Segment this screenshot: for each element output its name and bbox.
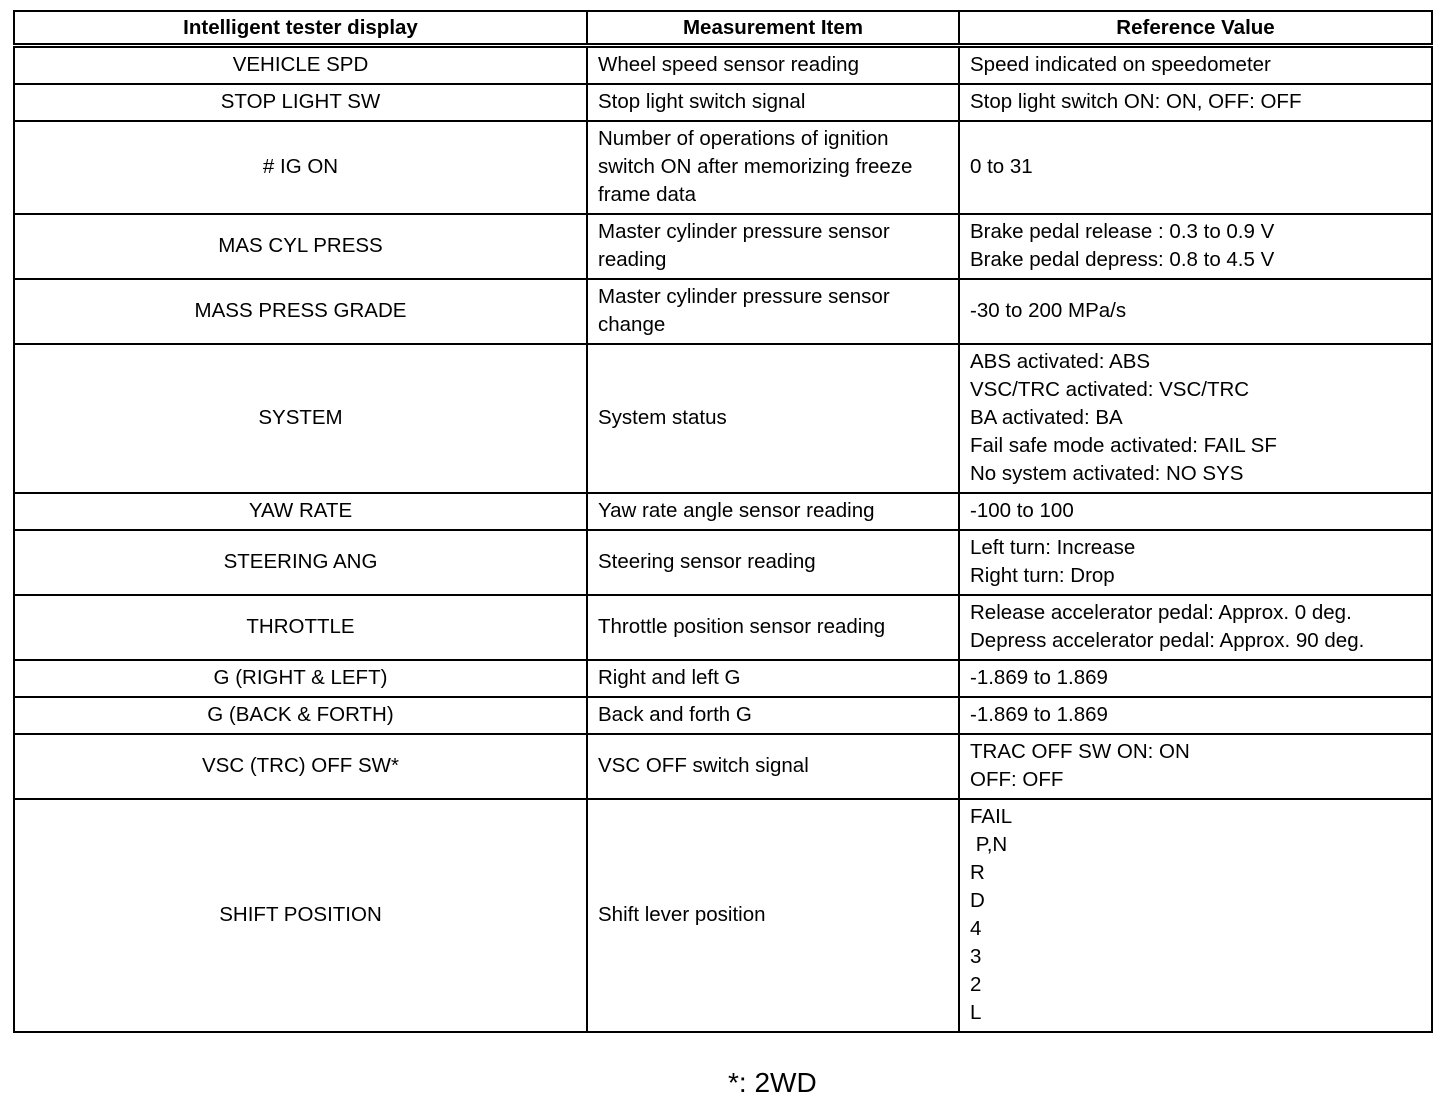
- data-list-table-container: [13, 10, 1431, 1033]
- reference-value-line: Stop light switch ON: ON, OFF: OFF: [970, 90, 1302, 113]
- measurement-item-line: Master cylinder pressure sensor: [598, 285, 890, 308]
- table-row: [14, 214, 1432, 279]
- cell-reference-value: [959, 214, 1432, 279]
- measurement-item-line: frame data: [598, 183, 696, 206]
- table-row: [14, 279, 1432, 344]
- cell-tester-display: SHIFT POSITION: [14, 799, 587, 1032]
- cell-measurement-item: [587, 84, 959, 121]
- reference-value-line: 0 to 31: [970, 155, 1033, 178]
- cell-tester-display: MASS PRESS GRADE: [14, 279, 587, 344]
- header-measurement-item: Measurement Item: [587, 11, 959, 46]
- table-row: [14, 493, 1432, 530]
- measurement-item-line: Shift lever position: [598, 903, 766, 926]
- cell-reference-value: [959, 84, 1432, 121]
- cell-tester-display: YAW RATE: [14, 493, 587, 530]
- measurement-item-line: switch ON after memorizing freeze: [598, 155, 913, 178]
- cell-tester-display: MAS CYL PRESS: [14, 214, 587, 279]
- cell-measurement-item: [587, 799, 959, 1032]
- cell-measurement-item: [587, 46, 959, 85]
- table-row: [14, 84, 1432, 121]
- cell-reference-value: [959, 799, 1432, 1032]
- reference-value-line: Release accelerator pedal: Approx. 0 deg.: [970, 601, 1352, 624]
- cell-measurement-item: [587, 121, 959, 214]
- cell-measurement-item: [587, 595, 959, 660]
- cell-reference-value: [959, 697, 1432, 734]
- reference-value-line: P,N: [970, 833, 1008, 856]
- cell-tester-display: VEHICLE SPD: [14, 46, 587, 85]
- reference-value-line: VSC/TRC activated: VSC/TRC: [970, 378, 1250, 401]
- reference-value-line: 2: [970, 973, 982, 996]
- table-row: [14, 697, 1432, 734]
- table-header: [14, 11, 1432, 46]
- cell-reference-value: [959, 121, 1432, 214]
- table-row: [14, 595, 1432, 660]
- reference-value-line: -1.869 to 1.869: [970, 666, 1108, 689]
- table-row: [14, 660, 1432, 697]
- measurement-item-line: Right and left G: [598, 666, 741, 689]
- cell-tester-display: G (RIGHT & LEFT): [14, 660, 587, 697]
- table-row: [14, 344, 1432, 493]
- cell-tester-display: STOP LIGHT SW: [14, 84, 587, 121]
- table-row: [14, 46, 1432, 85]
- footnote: *: 2WD: [728, 1067, 817, 1098]
- reference-value-line: FAIL: [970, 805, 1013, 828]
- table-row: [14, 121, 1432, 214]
- cell-measurement-item: [587, 344, 959, 493]
- reference-value-line: L: [970, 1001, 982, 1024]
- cell-reference-value: [959, 530, 1432, 595]
- cell-reference-value: [959, 46, 1432, 85]
- cell-measurement-item: [587, 493, 959, 530]
- reference-value-line: Right turn: Drop: [970, 564, 1115, 587]
- reference-value-line: Left turn: Increase: [970, 536, 1136, 559]
- cell-measurement-item: [587, 279, 959, 344]
- reference-value-line: OFF: OFF: [970, 768, 1064, 791]
- cell-tester-display: THROTTLE: [14, 595, 587, 660]
- reference-value-line: No system activated: NO SYS: [970, 462, 1244, 485]
- header-row: [14, 11, 1432, 46]
- header-intelligent-tester-display: Intelligent tester display: [14, 11, 587, 46]
- measurement-item-line: Master cylinder pressure sensor: [598, 220, 890, 243]
- reference-value-line: -30 to 200 MPa/s: [970, 299, 1127, 322]
- cell-measurement-item: [587, 697, 959, 734]
- reference-value-line: Fail safe mode activated: FAIL SF: [970, 434, 1277, 457]
- measurement-item-line: Number of operations of ignition: [598, 127, 889, 150]
- reference-value-line: Brake pedal depress: 0.8 to 4.5 V: [970, 248, 1275, 271]
- cell-measurement-item: [587, 530, 959, 595]
- table-body: [14, 46, 1432, 1033]
- reference-value-line: R: [970, 861, 985, 884]
- reference-value-line: D: [970, 889, 985, 912]
- header-reference-value: Reference Value: [959, 11, 1432, 46]
- cell-tester-display: STEERING ANG: [14, 530, 587, 595]
- reference-value-line: 3: [970, 945, 982, 968]
- reference-value-line: -1.869 to 1.869: [970, 703, 1108, 726]
- table-row: [14, 734, 1432, 799]
- cell-measurement-item: [587, 214, 959, 279]
- cell-measurement-item: [587, 660, 959, 697]
- measurement-item-line: change: [598, 313, 666, 336]
- measurement-item-line: System status: [598, 406, 727, 429]
- measurement-item-line: Steering sensor reading: [598, 550, 816, 573]
- cell-reference-value: [959, 279, 1432, 344]
- cell-tester-display: SYSTEM: [14, 344, 587, 493]
- measurement-item-line: VSC OFF switch signal: [598, 754, 809, 777]
- measurement-item-line: Wheel speed sensor reading: [598, 53, 859, 76]
- data-list-table: [13, 10, 1433, 1033]
- cell-reference-value: [959, 493, 1432, 530]
- cell-tester-display: # IG ON: [14, 121, 587, 214]
- reference-value-line: TRAC OFF SW ON: ON: [970, 740, 1190, 763]
- measurement-item-line: Yaw rate angle sensor reading: [598, 499, 875, 522]
- measurement-item-line: reading: [598, 248, 667, 271]
- cell-measurement-item: [587, 734, 959, 799]
- measurement-item-line: Back and forth G: [598, 703, 752, 726]
- measurement-item-line: Stop light switch signal: [598, 90, 806, 113]
- reference-value-line: 4: [970, 917, 982, 940]
- reference-value-line: Depress accelerator pedal: Approx. 90 deg.: [970, 629, 1365, 652]
- cell-reference-value: [959, 660, 1432, 697]
- reference-value-line: Brake pedal release : 0.3 to 0.9 V: [970, 220, 1275, 243]
- cell-reference-value: [959, 734, 1432, 799]
- cell-tester-display: VSC (TRC) OFF SW*: [14, 734, 587, 799]
- cell-tester-display: G (BACK & FORTH): [14, 697, 587, 734]
- reference-value-line: ABS activated: ABS: [970, 350, 1151, 373]
- reference-value-line: -100 to 100: [970, 499, 1074, 522]
- cell-reference-value: [959, 344, 1432, 493]
- table-row: [14, 799, 1432, 1032]
- reference-value-line: BA activated: BA: [970, 406, 1123, 429]
- table-row: [14, 530, 1432, 595]
- measurement-item-line: Throttle position sensor reading: [598, 615, 886, 638]
- cell-reference-value: [959, 595, 1432, 660]
- reference-value-line: Speed indicated on speedometer: [970, 53, 1271, 76]
